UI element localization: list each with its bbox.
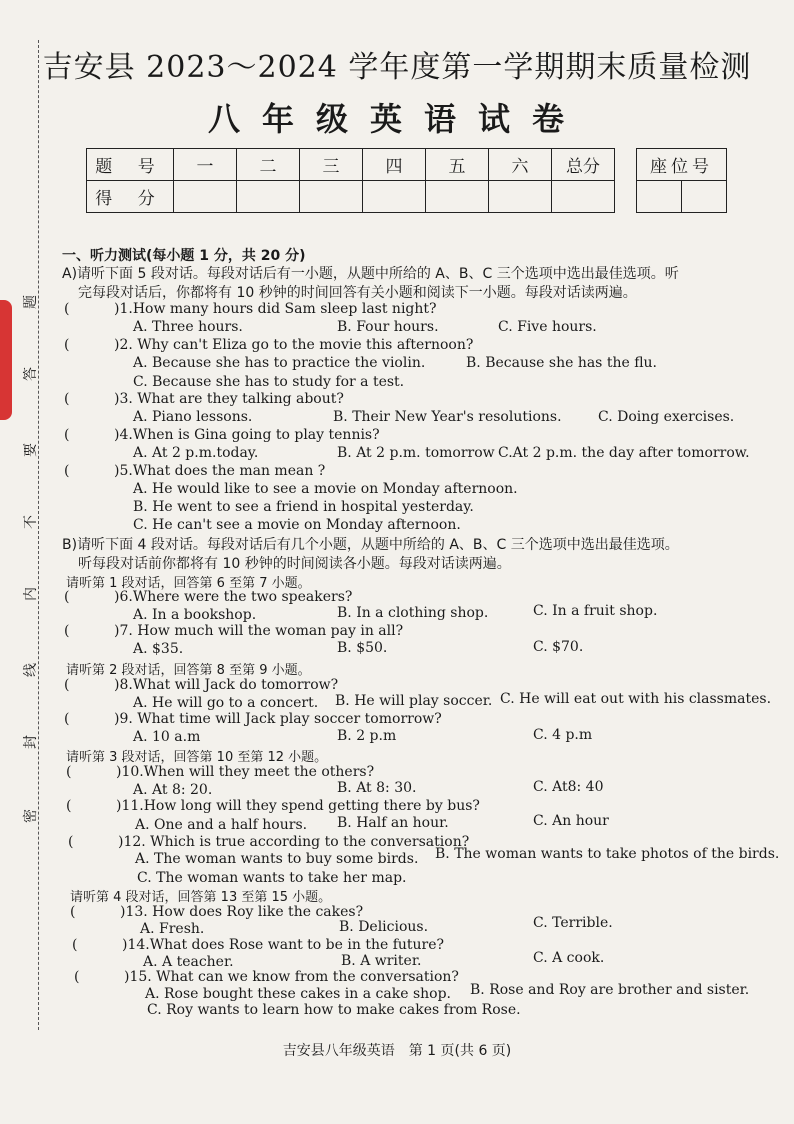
score-table <box>86 148 615 213</box>
q6-option-b[interactable]: B. In a clothing shop. <box>337 605 489 621</box>
binding-line <box>38 40 39 1030</box>
question-3: ( )3. What are they talking about? <box>64 391 344 407</box>
dialog-1-heading: 请听第 1 段对话，回答第 6 至第 7 小题。 <box>66 576 311 591</box>
score-col: 二 <box>237 149 300 181</box>
exam-title: 吉安县 2023～2024 学年度第一学期期末质量检测 <box>42 50 752 85</box>
q11-option-c[interactable]: C. An hour <box>533 813 609 829</box>
q9-option-c[interactable]: C. 4 p.m <box>533 727 593 743</box>
section-b-instruction: 听每段对话前你都将有 10 秒钟的时间阅读各小题。每段对话读两遍。 <box>78 556 511 572</box>
score-cell[interactable] <box>426 181 489 213</box>
score-col: 四 <box>363 149 426 181</box>
question-5: ( )5.What does the man mean ? <box>64 463 326 479</box>
question-15: ( )15. What can we know from the conversation? <box>74 969 459 985</box>
q2-option-a[interactable]: A. Because she has to practice the violin. <box>133 355 426 371</box>
question-14: ( )14.What does Rose want to be in the future? <box>72 937 445 953</box>
score-col: 三 <box>300 149 363 181</box>
red-edge-mark <box>0 300 12 420</box>
score-col: 总分 <box>552 149 615 181</box>
q4-option-c[interactable]: C.At 2 p.m. the day after tomorrow. <box>498 445 750 461</box>
q6-option-c[interactable]: C. In a fruit shop. <box>533 603 658 619</box>
q3-option-a[interactable]: A. Piano lessons. <box>133 409 253 425</box>
question-10: ( )10.When will they meet the others? <box>66 764 375 780</box>
side-char: 内 <box>23 587 39 601</box>
question-4: ( )4.When is Gina going to play tennis? <box>64 427 380 443</box>
question-7: ( )7. How much will the woman pay in all? <box>64 623 404 639</box>
seat-table <box>636 148 727 213</box>
question-1: ( )1.How many hours did Sam sleep last night? <box>64 301 437 317</box>
q13-option-a[interactable]: A. Fresh. <box>140 921 205 937</box>
section-title: 一、听力测试(每小题 1 分，共 20 分) <box>62 248 306 264</box>
dialog-4-heading: 请听第 4 段对话，回答第 13 至第 15 小题。 <box>70 890 332 905</box>
score-cell[interactable] <box>174 181 237 213</box>
q1-option-c[interactable]: C. Five hours. <box>498 319 597 335</box>
score-cell[interactable] <box>300 181 363 213</box>
q9-option-a[interactable]: A. 10 a.m <box>133 729 201 745</box>
question-12: ( )12. Which is true according to the conversation? <box>68 834 470 850</box>
score-header: 题 号 <box>87 149 174 181</box>
q10-option-a[interactable]: A. At 8: 20. <box>133 782 213 798</box>
q14-option-b[interactable]: B. A writer. <box>341 953 422 969</box>
score-cell[interactable] <box>363 181 426 213</box>
score-cell[interactable] <box>237 181 300 213</box>
q1-option-b[interactable]: B. Four hours. <box>337 319 439 335</box>
q15-option-b[interactable]: B. Rose and Roy are brother and sister. <box>470 982 750 998</box>
score-cell[interactable] <box>489 181 552 213</box>
seat-label: 座位号 <box>637 149 727 181</box>
side-char: 不 <box>23 515 39 529</box>
side-char: 线 <box>23 663 39 677</box>
score-col: 六 <box>489 149 552 181</box>
q5-option-a[interactable]: A. He would like to see a movie on Monday afternoon. <box>133 481 518 497</box>
score-col: 五 <box>426 149 489 181</box>
q6-option-a[interactable]: A. In a bookshop. <box>133 607 257 623</box>
question-6: ( )6.Where were the two speakers? <box>64 589 353 605</box>
q2-option-b[interactable]: B. Because she has the flu. <box>466 355 658 371</box>
section-a-instruction: A)请听下面 5 段对话。每段对话后有一小题，从题中所给的 A、B、C 三个选项中选出最佳选项。听 <box>62 266 679 282</box>
section-a-instruction: 完每段对话后，你都将有 10 秒钟的时间回答有关小题和阅读下一小题。每段对话读两遍。 <box>78 285 637 301</box>
q13-option-b[interactable]: B. Delicious. <box>339 919 429 935</box>
question-13: ( )13. How does Roy like the cakes? <box>70 904 364 920</box>
q8-option-b[interactable]: B. He will play soccer. <box>335 693 493 709</box>
question-8: ( )8.What will Jack do tomorrow? <box>64 677 339 693</box>
q13-option-c[interactable]: C. Terrible. <box>533 915 613 931</box>
q8-option-c[interactable]: C. He will eat out with his classmates. <box>500 691 772 707</box>
score-row-label: 得 分 <box>87 181 174 213</box>
q7-option-a[interactable]: A. $35. <box>133 641 184 657</box>
q5-option-c[interactable]: C. He can't see a movie on Monday afternoon. <box>133 517 461 533</box>
q10-option-b[interactable]: B. At 8: 30. <box>337 780 417 796</box>
section-b-instruction: B)请听下面 4 段对话。每段对话后有几个小题，从题中所给的 A、B、C 三个选项中选出最佳选项。 <box>62 537 679 553</box>
seat-cell[interactable] <box>637 181 682 213</box>
q15-option-c[interactable]: C. Roy wants to learn how to make cakes from Rose. <box>147 1002 521 1018</box>
side-char: 答 <box>23 367 39 381</box>
score-cell[interactable] <box>552 181 615 213</box>
q3-option-c[interactable]: C. Doing exercises. <box>598 409 735 425</box>
side-char: 要 <box>23 443 39 457</box>
score-col: 一 <box>174 149 237 181</box>
q12-option-c[interactable]: C. The woman wants to take her map. <box>137 870 407 886</box>
q3-option-b[interactable]: B. Their New Year's resolutions. <box>333 409 562 425</box>
q2-option-c[interactable]: C. Because she has to study for a test. <box>133 374 405 390</box>
q4-option-b[interactable]: B. At 2 p.m. tomorrow <box>337 445 495 461</box>
question-2: ( )2. Why can't Eliza go to the movie this afternoon? <box>64 337 474 353</box>
q14-option-c[interactable]: C. A cook. <box>533 950 605 966</box>
exam-subtitle: 八年级英语试卷 <box>207 100 586 138</box>
q15-option-a[interactable]: A. Rose bought these cakes in a cake shop. <box>145 986 451 1002</box>
q11-option-b[interactable]: B. Half an hour. <box>337 815 449 831</box>
side-char: 题 <box>23 295 39 309</box>
side-char: 封 <box>23 735 39 749</box>
side-char: 密 <box>23 809 39 823</box>
q9-option-b[interactable]: B. 2 p.m <box>337 728 397 744</box>
q5-option-b[interactable]: B. He went to see a friend in hospital yesterday. <box>133 499 474 515</box>
q1-option-a[interactable]: A. Three hours. <box>133 319 243 335</box>
dialog-3-heading: 请听第 3 段对话，回答第 10 至第 12 小题。 <box>66 750 328 765</box>
q12-option-b[interactable]: B. The woman wants to take photos of the birds. <box>435 846 780 862</box>
q7-option-c[interactable]: C. $70. <box>533 639 584 655</box>
dialog-2-heading: 请听第 2 段对话，回答第 8 至第 9 小题。 <box>66 663 311 678</box>
q14-option-a[interactable]: A. A teacher. <box>143 954 234 970</box>
q12-option-a[interactable]: A. The woman wants to buy some birds. <box>135 851 419 867</box>
q11-option-a[interactable]: A. One and a half hours. <box>135 817 308 833</box>
q8-option-a[interactable]: A. He will go to a concert. <box>133 695 319 711</box>
question-9: ( )9. What time will Jack play soccer tomorrow? <box>64 711 442 727</box>
q10-option-c[interactable]: C. At8: 40 <box>533 779 604 795</box>
seat-cell[interactable] <box>682 181 727 213</box>
page-footer: 吉安县八年级英语 第 1 页(共 6 页) <box>282 1043 512 1059</box>
q7-option-b[interactable]: B. $50. <box>337 640 388 656</box>
q4-option-a[interactable]: A. At 2 p.m.today. <box>133 445 259 461</box>
question-11: ( )11.How long will they spend getting there by bus? <box>66 798 480 814</box>
